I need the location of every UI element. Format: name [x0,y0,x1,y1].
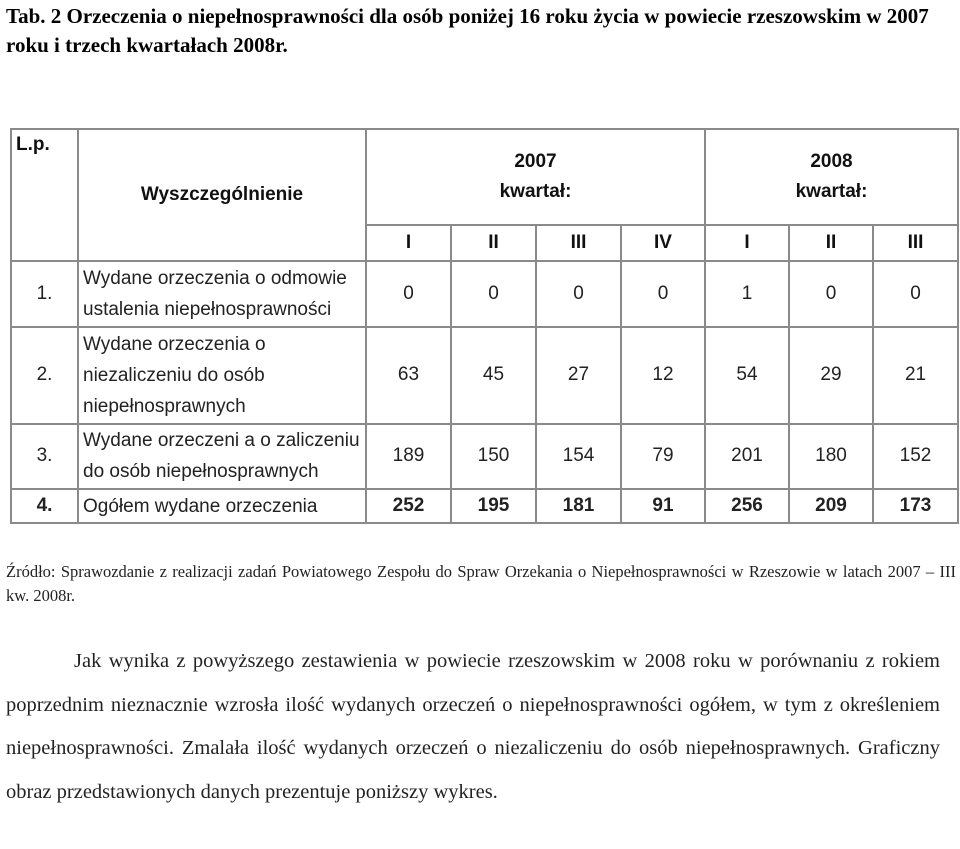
statistics-table [10,128,957,524]
table-row [11,424,958,490]
value-cell: 0 [451,261,536,327]
data-table [10,128,959,524]
row-label: Wydane orzeczenia o niezaliczeniu do osób niepełnosprawnych [78,327,366,424]
quarter-header: IV [621,225,705,261]
row-label: Ogółem wydane orzeczenia [78,489,366,523]
value-cell: 180 [789,424,873,490]
value-cell: 54 [705,327,789,424]
row-number: 3. [11,424,78,490]
value-cell: 189 [366,424,451,490]
value-cell: 195 [451,489,536,523]
quarter-header: I [366,225,451,261]
quarter-header: II [789,225,873,261]
value-cell: 12 [621,327,705,424]
value-cell: 0 [366,261,451,327]
value-cell: 181 [536,489,621,523]
row-label: Wydane orzeczenia o odmowie ustalenia niepełnosprawności [78,261,366,327]
row-number: 2. [11,327,78,424]
value-cell: 1 [705,261,789,327]
year-2007-label: 2007 [514,151,557,172]
lp-header: L.p. [11,129,78,261]
year-2008-label: 2008 [810,151,853,172]
value-cell: 0 [621,261,705,327]
value-cell: 0 [873,261,958,327]
value-cell: 0 [789,261,873,327]
table-row-total [11,489,958,523]
value-cell: 173 [873,489,958,523]
value-cell: 79 [621,424,705,490]
value-cell: 154 [536,424,621,490]
quarter-header: II [451,225,536,261]
quarter-header: III [873,225,958,261]
row-label: Wydane orzeczeni a o zaliczeniu do osób niepełnosprawnych [78,424,366,490]
value-cell: 91 [621,489,705,523]
body-paragraph: Jak wynika z powyższego zestawienia w powiecie rzeszowskim w 2008 roku w porównaniu z rokiem poprzednim nieznacznie wzrosła ilość wydanych orzeczeń o niepełnosprawności ogółem, w tym z określeniem niepełnosprawności. Zmalała ilość wydanych orzeczeń o niezaliczeniu do osób niepełnosprawnych. Graficzny obraz przedstawionych danych prezentuje poniższy wykres. [6,650,940,803]
table-row [11,327,958,424]
quarter-header: I [705,225,789,261]
value-cell: 0 [536,261,621,327]
value-cell: 256 [705,489,789,523]
value-cell: 27 [536,327,621,424]
value-cell: 152 [873,424,958,490]
quarter-label-2007: kwartał: [499,181,572,202]
row-number: 1. [11,261,78,327]
item-header: Wyszczególnienie [78,129,366,261]
value-cell: 209 [789,489,873,523]
value-cell: 252 [366,489,451,523]
quarter-header: III [536,225,621,261]
value-cell: 63 [366,327,451,424]
value-cell: 45 [451,327,536,424]
row-number: 4. [11,489,78,523]
table-row [11,261,958,327]
quarter-label-2008: kwartał: [795,181,868,202]
value-cell: 29 [789,327,873,424]
value-cell: 150 [451,424,536,490]
value-cell: 201 [705,424,789,490]
source-note: Źródło: Sprawozdanie z realizacji zadań Powiatowego Zespołu do Spraw Orzekania o Niepełnosprawności w Rzeszowie w latach 2007 – III kw. 2008r. [6,562,956,605]
table-caption: Tab. 2 Orzeczenia o niepełnosprawności dla osób poniżej 16 roku życia w powiecie rzeszowskim w 2007 roku i trzech kwartałach 2008r. [6,4,929,57]
year-2008-header [705,129,958,225]
year-2007-header [366,129,705,225]
value-cell: 21 [873,327,958,424]
